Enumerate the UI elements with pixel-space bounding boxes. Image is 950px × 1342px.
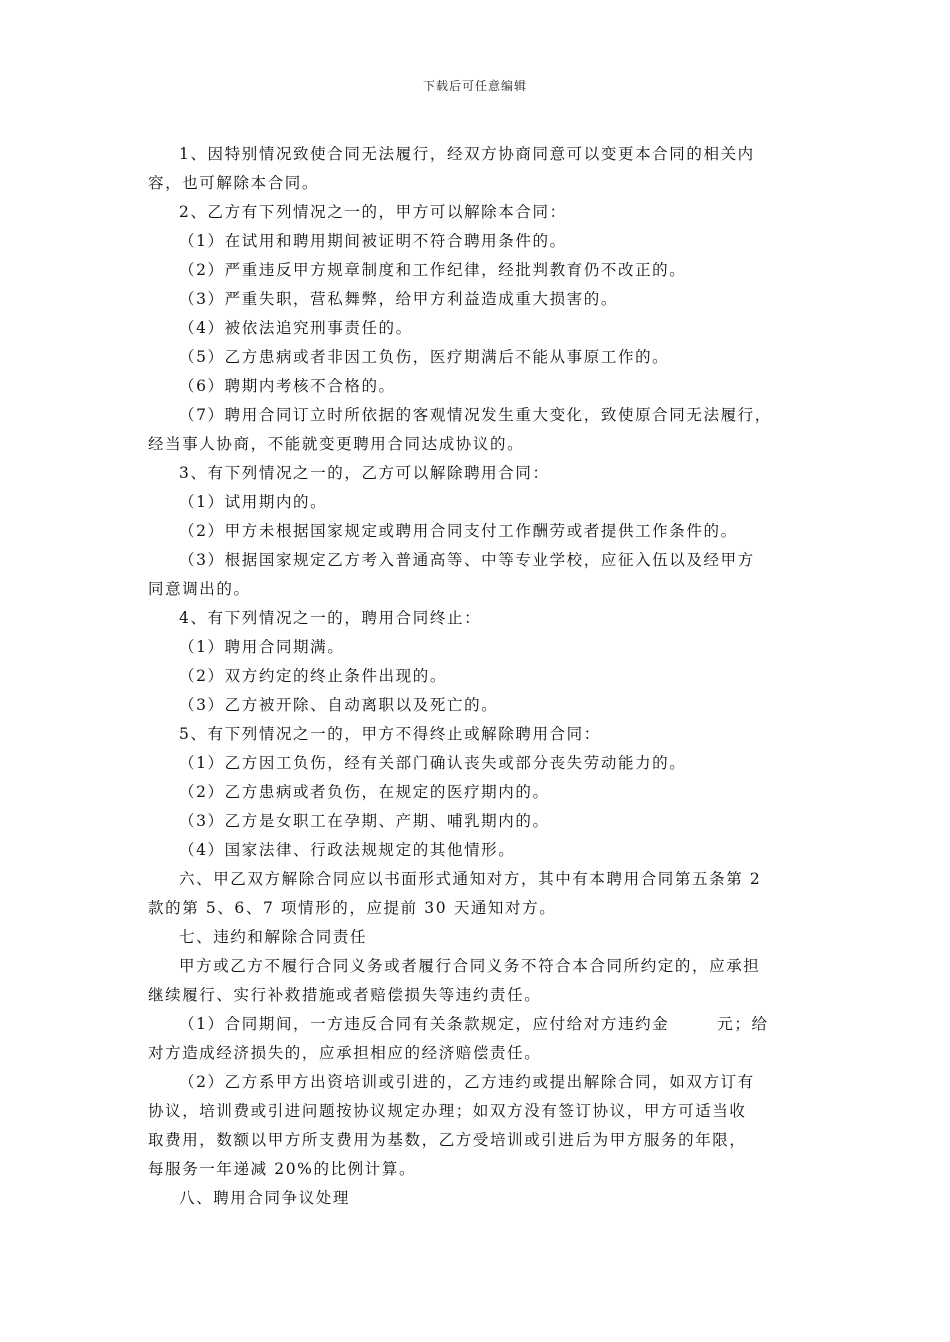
document-line: 1、因特别情况致使合同无法履行，经双方协商同意可以变更本合同的相关内	[179, 145, 755, 163]
document-body	[148, 140, 848, 1213]
document-line: 4、有下列情况之一的，聘用合同终止：	[179, 609, 482, 627]
document-line: 同意调出的。	[148, 580, 251, 598]
document-line: （1）聘用合同期满。	[179, 638, 345, 656]
document-line: 六、甲乙双方解除合同应以书面形式通知对方，其中有本聘用合同第五条第 2	[179, 870, 762, 888]
document-line: 取费用，数额以甲方所支费用为基数，乙方受培训或引进后为甲方服务的年限，	[148, 1131, 747, 1149]
page-header: 下载后可任意编辑	[422, 79, 527, 93]
document-line: 继续履行、实行补救措施或者赔偿损失等违约责任。	[148, 986, 542, 1004]
document-line	[148, 1010, 848, 1039]
document-line: 容，也可解除本合同。	[148, 174, 320, 192]
document-line: （6）聘期内考核不合格的。	[179, 377, 396, 395]
document-line: 3、有下列情况之一的，乙方可以解除聘用合同：	[179, 464, 550, 482]
document-line: （3）乙方被开除、自动离职以及死亡的。	[179, 696, 499, 714]
document-line: （2）乙方系甲方出资培训或引进的，乙方违约或提出解除合同，如双方订有	[179, 1073, 755, 1091]
document-line: （4）国家法律、行政法规规定的其他情形。	[179, 841, 516, 859]
document-line: （3）乙方是女职工在孕期、产期、哺乳期内的。	[179, 812, 550, 830]
line-segment: （1）合同期间，一方违反合同有关条款规定，应付给对方违约金	[179, 1015, 670, 1033]
document-line: 甲方或乙方不履行合同义务或者履行合同义务不符合本合同所约定的，应承担	[179, 957, 761, 975]
document-line: （2）严重违反甲方规章制度和工作纪律，经批判教育仍不改正的。	[179, 261, 687, 279]
document-line: （2）甲方未根据国家规定或聘用合同支付工作酬劳或者提供工作条件的。	[179, 522, 738, 540]
document-line: 2、乙方有下列情况之一的，甲方可以解除本合同：	[179, 203, 567, 221]
document-line: （3）严重失职，营私舞弊，给甲方利益造成重大损害的。	[179, 290, 618, 308]
document-line: 经当事人协商，不能就变更聘用合同达成协议的。	[148, 435, 525, 453]
document-line: （2）乙方患病或者负伤，在规定的医疗期内的。	[179, 783, 550, 801]
document-line: （5）乙方患病或者非因工负伤，医疗期满后不能从事原工作的。	[179, 348, 670, 366]
document-line: （3）根据国家规定乙方考入普通高等、中等专业学校，应征入伍以及经甲方	[179, 551, 755, 569]
document-line: 七、违约和解除合同责任	[179, 928, 368, 946]
document-line: 对方造成经济损失的，应承担相应的经济赔偿责任。	[148, 1044, 542, 1062]
document-line: （4）被依法追究刑事责任的。	[179, 319, 413, 337]
document-line: 5、有下列情况之一的，甲方不得终止或解除聘用合同：	[179, 725, 601, 743]
document-line: 每服务一年递减 20%的比例计算。	[148, 1160, 417, 1178]
document-line: （1）在试用和聘用期间被证明不符合聘用条件的。	[179, 232, 567, 250]
document-line: （1）乙方因工负伤，经有关部门确认丧失或部分丧失劳动能力的。	[179, 754, 687, 772]
document-line: （7）聘用合同订立时所依据的客观情况发生重大变化，致使原合同无法履行，	[179, 406, 772, 424]
document-line: 款的第 5、6、7 项情形的，应提前 30 天通知对方。	[148, 899, 557, 917]
document-line: （1）试用期内的。	[179, 493, 328, 511]
line-segment: 元；给	[717, 1015, 769, 1033]
document-line: 八、聘用合同争议处理	[179, 1189, 351, 1207]
document-line: （2）双方约定的终止条件出现的。	[179, 667, 447, 685]
document-line: 协议，培训费或引进问题按协议规定办理；如双方没有签订协议，甲方可适当收	[148, 1102, 747, 1120]
